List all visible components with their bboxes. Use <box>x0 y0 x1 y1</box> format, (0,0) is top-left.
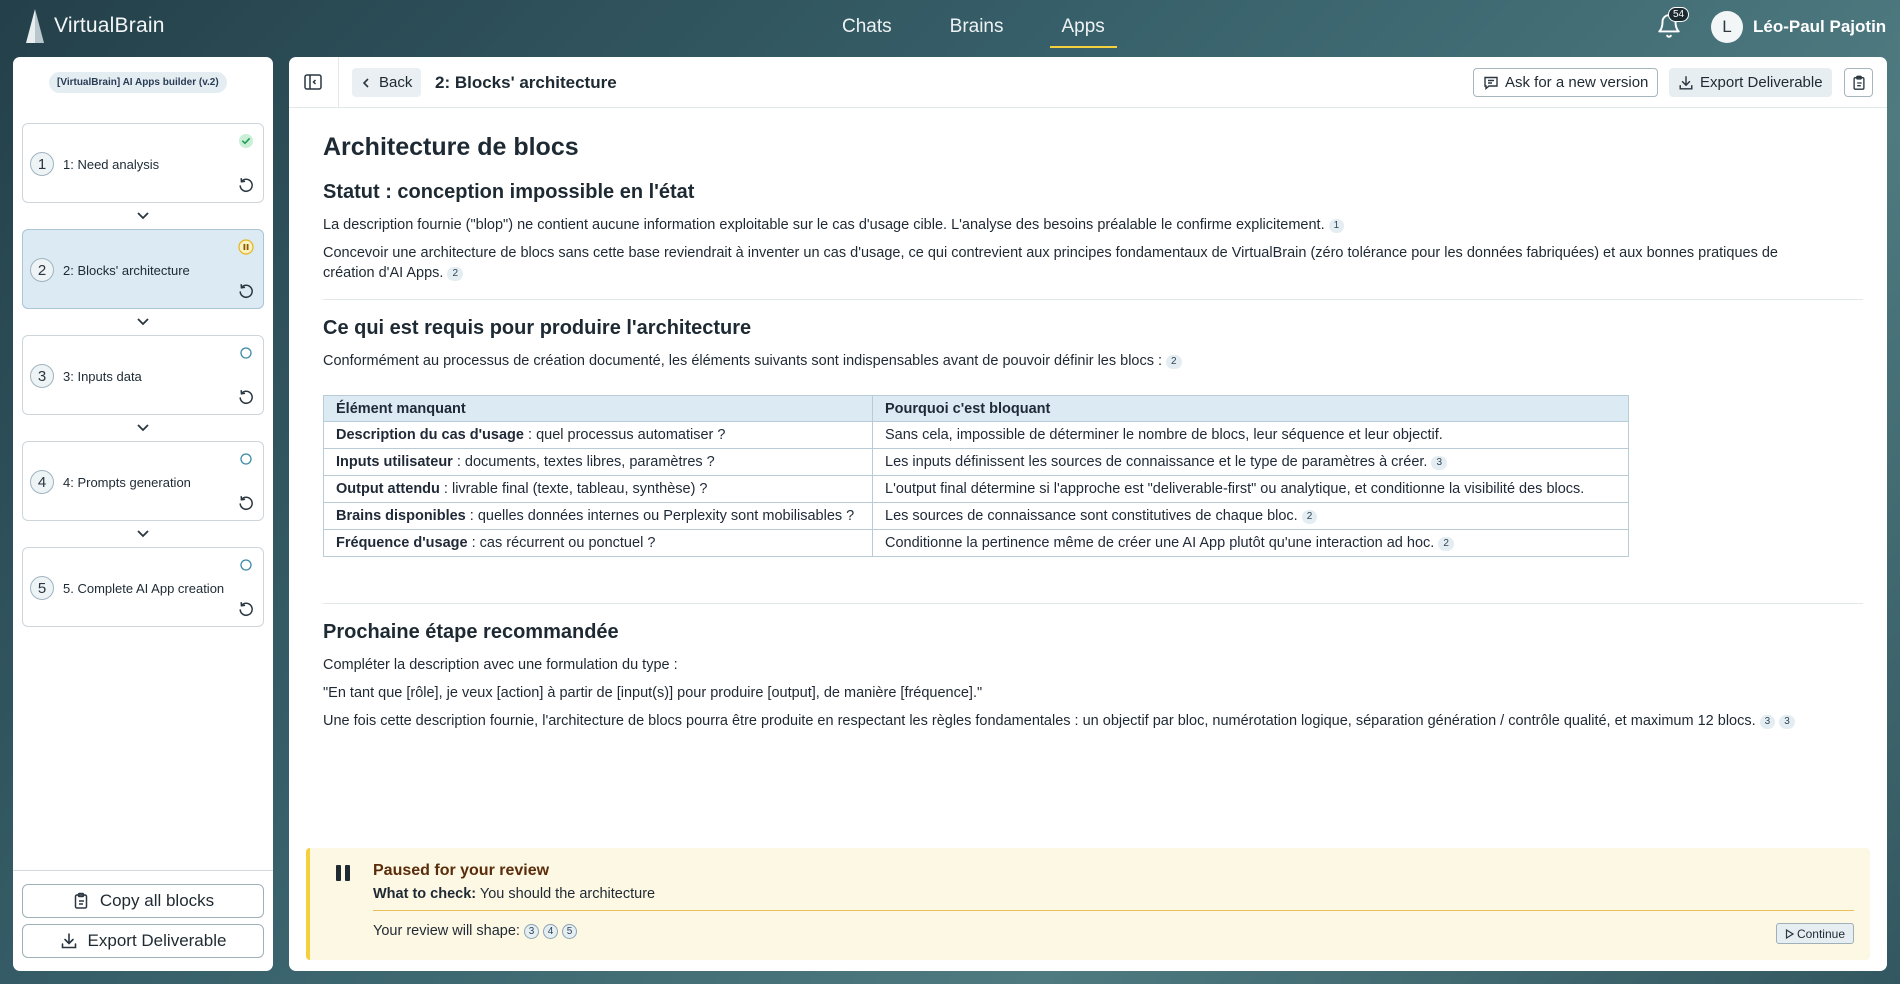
user-name: Léo-Paul Pajotin <box>1753 17 1887 36</box>
required-heading: Ce qui est requis pour produire l'architecture <box>323 317 752 339</box>
chevron-down-icon <box>135 316 151 328</box>
retry-icon[interactable] <box>238 283 254 299</box>
shaped-step-chip[interactable]: 5 <box>562 924 577 939</box>
pause-divider <box>373 910 1854 911</box>
document-title: Architecture de blocs <box>323 133 579 161</box>
citation-badge[interactable]: 3 <box>1760 715 1776 729</box>
required-intro <box>323 351 1182 371</box>
chevron-down-icon <box>135 528 151 540</box>
next-step-paragraph-3-text: Une fois cette description fournie, l'architecture de blocs pourra être produite en respectant les règles fondamentales : un objectif par bloc, numérotation logique, séparation génération / contrôle qualité, et maximum 12 blocs. <box>323 713 1756 729</box>
table-cell <box>873 503 1629 530</box>
row-detail: : quelles données internes ou Perplexity sont mobilisables ? <box>465 508 855 524</box>
chevron-down-icon <box>135 422 151 434</box>
shaped-step-chip[interactable]: 4 <box>543 924 558 939</box>
citation-badge[interactable]: 3 <box>1431 456 1447 470</box>
status-paragraph-1 <box>323 215 1344 235</box>
requirements-table <box>323 395 1629 557</box>
user-menu[interactable] <box>1711 11 1886 43</box>
brand-name: VirtualBrain <box>54 14 165 37</box>
retry-icon[interactable] <box>238 389 254 405</box>
table-header-row <box>324 396 1629 422</box>
step-card-4[interactable] <box>22 441 264 521</box>
step-label: 5. Complete AI App creation <box>63 581 225 596</box>
retry-icon[interactable] <box>238 177 254 193</box>
table-row <box>324 503 1629 530</box>
clipboard-icon <box>72 892 90 910</box>
pause-review-banner <box>306 848 1870 960</box>
column-header-why: Pourquoi c'est bloquant <box>873 396 1629 422</box>
step-number: 2 <box>30 258 54 282</box>
message-icon <box>1483 75 1499 91</box>
chevron-left-icon <box>361 77 371 89</box>
step-card-2[interactable] <box>22 229 264 309</box>
table-row <box>324 422 1629 449</box>
citation-badge[interactable]: 1 <box>1329 219 1345 233</box>
table-row <box>324 476 1629 503</box>
status-paragraph-2-line-1: Concevoir une architecture de blocs sans cette base reviendrait à inventer un cas d'usage, ce qui contrevient aux principes fondamentaux de VirtualBrain (zéro tolérance pour les données fabriquées) et aux bonnes pratiques de <box>323 245 1778 261</box>
row-why: Les sources de connaissance sont constitutives de chaque bloc. <box>885 508 1298 524</box>
row-term: Output attendu <box>336 481 440 497</box>
export-deliverable-button[interactable] <box>1669 68 1832 97</box>
shaped-step-chip[interactable]: 3 <box>524 924 539 939</box>
nav-chats[interactable]: Chats <box>842 16 892 37</box>
section-divider <box>323 603 1863 604</box>
clipboard-icon <box>1851 75 1867 91</box>
next-step-paragraph-3 <box>323 711 1795 731</box>
continue-label: Continue <box>1796 926 1845 941</box>
main-panel <box>289 57 1887 971</box>
row-detail: : cas récurrent ou ponctuel ? <box>467 535 656 551</box>
nav-brains[interactable]: Brains <box>949 16 1004 37</box>
export-deliverable-sidebar-button[interactable] <box>22 924 264 958</box>
status-heading: Statut : conception impossible en l'état <box>323 181 695 203</box>
step-label: 3: Inputs data <box>63 369 142 384</box>
step-card-5[interactable] <box>22 547 264 627</box>
row-why: Sans cela, impossible de déterminer le nombre de blocs, leur séquence et leur objectif. <box>885 427 1443 443</box>
table-cell <box>873 476 1629 503</box>
pause-status-icon <box>238 239 254 255</box>
pause-icon <box>335 864 351 882</box>
next-step-paragraph-1: Compléter la description avec une formulation du type : <box>323 657 678 673</box>
steps-sidebar <box>13 57 273 971</box>
what-to-check-text: You should the architecture <box>479 886 656 902</box>
row-why: Conditionne la pertinence même de créer une AI App plutôt qu'une interaction ad hoc. <box>885 535 1435 551</box>
table-row <box>324 530 1629 557</box>
toggle-sidebar-icon[interactable] <box>303 72 323 92</box>
nav-apps[interactable]: Apps <box>1050 10 1117 46</box>
citation-badge[interactable]: 2 <box>1166 355 1182 369</box>
pending-circle-icon <box>238 557 254 573</box>
what-to-check <box>373 886 655 902</box>
avatar: L <box>1711 11 1743 43</box>
download-icon <box>1678 75 1694 91</box>
pending-circle-icon <box>238 345 254 361</box>
virtualbrain-logo-icon <box>22 7 48 45</box>
export-deliverable-label: Export Deliverable <box>87 931 227 950</box>
brand-logo[interactable] <box>22 6 165 46</box>
citation-badge[interactable]: 2 <box>1302 510 1318 524</box>
main-nav <box>830 10 1117 46</box>
row-term: Fréquence d'usage <box>336 535 468 551</box>
table-cell <box>873 449 1629 476</box>
citation-badge[interactable]: 3 <box>1779 715 1795 729</box>
back-label: Back <box>379 74 413 91</box>
step-number: 3 <box>30 364 54 388</box>
status-paragraph-1-text: La description fournie ("blop") ne contient aucune information exploitable sur le cas d'usage cible. L'analyse des besoins préalable le confirme explicitement. <box>323 217 1325 233</box>
table-cell <box>324 476 873 503</box>
page-title: 2: Blocks' architecture <box>435 73 617 92</box>
status-paragraph-2-line-2: création d'AI Apps. <box>323 265 444 281</box>
copy-deliverable-button[interactable] <box>1844 68 1873 97</box>
section-divider <box>323 299 1863 300</box>
row-why: Les inputs définissent les sources de connaissance et le type de paramètres à créer. <box>885 454 1428 470</box>
row-term: Brains disponibles <box>336 508 466 524</box>
download-icon <box>60 932 78 950</box>
step-card-3[interactable] <box>22 335 264 415</box>
retry-icon[interactable] <box>238 495 254 511</box>
pause-title: Paused for your review <box>373 862 550 879</box>
review-shapes-label: Your review will shape: <box>373 923 520 939</box>
top-bar <box>0 0 1900 56</box>
step-number: 4 <box>30 470 54 494</box>
next-step-heading: Prochaine étape recommandée <box>323 621 619 643</box>
next-step-template: "En tant que [rôle], je veux [action] à partir de [input(s)] pour produire [output], de manière [fréquence]." <box>323 685 983 701</box>
step-label: 1: Need analysis <box>63 157 160 172</box>
row-term: Description du cas d'usage <box>336 427 524 443</box>
table-row <box>324 449 1629 476</box>
ask-new-version-label: Ask for a new version <box>1505 74 1649 91</box>
step-label: 4: Prompts generation <box>63 475 191 490</box>
table-cell <box>324 503 873 530</box>
table-cell <box>324 449 873 476</box>
row-why: L'output final détermine si l'approche est "deliverable-first" ou analytique, et conditionne la visibilité des blocs. <box>885 481 1585 497</box>
copy-all-blocks-label: Copy all blocks <box>99 891 215 910</box>
export-deliverable-label: Export Deliverable <box>1700 74 1823 91</box>
copy-all-blocks-button[interactable] <box>22 884 264 918</box>
row-detail: : documents, textes libres, paramètres ? <box>452 454 715 470</box>
pending-circle-icon <box>238 451 254 467</box>
header-separator <box>338 57 339 108</box>
step-number: 5 <box>30 576 54 600</box>
continue-button[interactable] <box>1776 923 1854 944</box>
ask-new-version-button[interactable] <box>1473 68 1658 97</box>
row-detail: : quel processus automatiser ? <box>523 427 726 443</box>
back-button[interactable] <box>352 68 421 97</box>
check-circle-icon <box>238 133 254 149</box>
row-detail: : livrable final (texte, tableau, synthèse) ? <box>439 481 708 497</box>
review-shapes <box>373 923 577 939</box>
row-term: Inputs utilisateur <box>336 454 453 470</box>
citation-badge[interactable]: 2 <box>1438 537 1454 551</box>
table-cell <box>324 422 873 449</box>
retry-icon[interactable] <box>238 601 254 617</box>
citation-badge[interactable]: 2 <box>447 267 463 281</box>
main-header <box>289 57 1887 108</box>
required-intro-text: Conformément au processus de création documenté, les éléments suivants sont indispensables avant de pouvoir définir les blocs : <box>323 353 1163 369</box>
table-cell <box>324 530 873 557</box>
notification-badge: 54 <box>1668 7 1689 22</box>
step-card-1[interactable] <box>22 123 264 203</box>
builder-badge: [VirtualBrain] AI Apps builder (v.2) <box>49 72 227 93</box>
what-to-check-label: What to check: <box>373 886 477 902</box>
step-number: 1 <box>30 152 54 176</box>
step-label: 2: Blocks' architecture <box>63 263 190 278</box>
play-icon <box>1785 929 1794 939</box>
table-cell <box>873 530 1629 557</box>
table-cell <box>873 422 1629 449</box>
chevron-down-icon <box>135 210 151 222</box>
status-paragraph-2 <box>323 243 1863 283</box>
sidebar-divider <box>13 870 273 871</box>
column-header-missing: Élément manquant <box>324 396 873 422</box>
